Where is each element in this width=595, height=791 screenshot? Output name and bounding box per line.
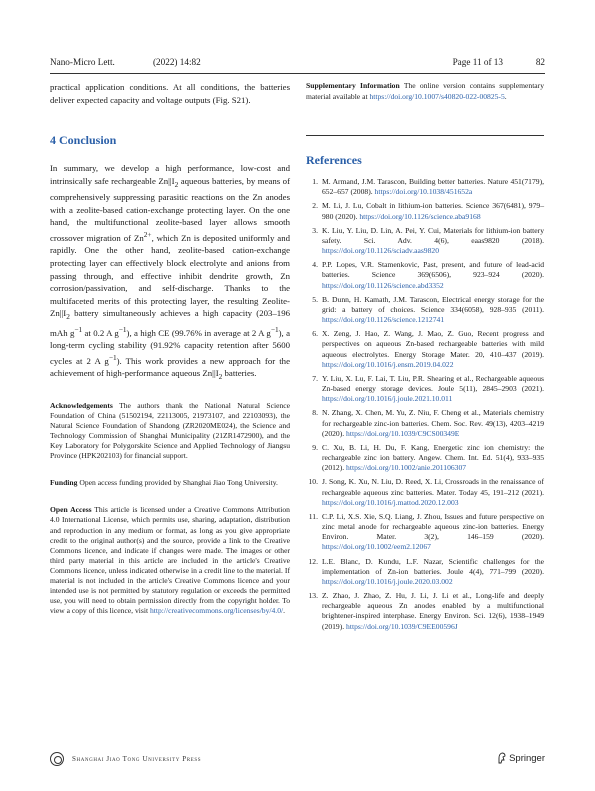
reference-list (306, 177, 544, 636)
sup-end: . (504, 91, 507, 101)
section-title: 4 Conclusion (50, 133, 117, 148)
subscript: 2 (66, 312, 70, 322)
reference-item (306, 477, 544, 508)
oa-end: . (283, 606, 286, 616)
sup-text: The online version contains supplementary material available at (306, 81, 544, 101)
reference-item (306, 374, 544, 405)
article-number: 82 (535, 57, 545, 67)
reference-number: 11. (308, 511, 318, 521)
reference-number: 9. (312, 442, 318, 452)
reference-text: N. Zhang, X. Chen, M. Yu, Z. Niu, F. Cheng et al., Materials chemistry for rechargeable zinc-ion batteries. Chem. Soc. Rev. 49(13), 4203–4219 (2020). (322, 408, 544, 438)
conclusion-text: ), a high CE (99.76% in average at 2 A g (126, 327, 271, 338)
conclusion-text: battery simultaneously achieves a high capacity (203–196 mAh g (50, 308, 290, 338)
journal-name: Nano-Micro Lett. (50, 57, 115, 67)
reference-item (306, 295, 544, 326)
reference-text: K. Liu, Y. Liu, D. Lin, A. Pei, Y. Cui, Materials for lithium-ion battery safety. Sci. Adv. 4(6), eaas9820 (2018). (322, 225, 544, 245)
conclusion-text: , which Zn is deposited uniformly and rapidly. One the other hand, zeolite-based cation-exchange protecting layer can effectively block electrolyte and anions from passing through, and effective inhibit dendrite growth, Zn corrosion/passivation, and self-discharge. Thanks to the multifaceted merits of this protecting layer, the resulting Zeolite-Zn||I (50, 232, 290, 319)
oa-text: This article is licensed under a Creative Commons Attribution 4.0 International License, which permits use, sharing, adaptation, distribution and reproduction in any medium or format, as long as you give appropriate credit to the original author(s) and the source, provide a link to the Creative Commons licence, and indicate if changes were made. The images or other third party material in this article are included in the article's Creative Commons licence, unless indicated otherwise in a credit line to the material. If material is not included in the article's Creative Commons licence and your intended use is not permitted by statutory regulation or exceeds the permitted use, you will need to obtain permission directly from the copyright holder. To view a copy of this licence, visit (50, 505, 290, 616)
reference-doi-link[interactable]: https://doi.org/10.1039/C9CS00349E (346, 428, 460, 438)
reference-text: L.E. Blanc, D. Kundu, L.F. Nazar, Scientific challenges for the implementation of Zn-ion batteries. Joule 4(4), 771–799 (2020). (322, 556, 544, 576)
conclusion-text: ), a long-term cycling stability (91.92% capacity retention after 5600 cycles at 2 A g (50, 327, 291, 366)
open-access (50, 505, 290, 616)
ack-label: Acknowledgements (50, 400, 113, 410)
left-column (50, 81, 290, 625)
reference-item (306, 177, 544, 197)
sup-label: Supplementary Information (306, 81, 400, 90)
right-column (306, 81, 544, 102)
references-title: References (306, 153, 362, 167)
superscript: 2+ (143, 229, 152, 239)
oa-label: Open Access (50, 505, 92, 515)
reference-doi-link[interactable]: https://doi.org/10.1002/eem2.12067 (322, 542, 431, 552)
supplementary-rule (306, 135, 544, 136)
superscript: −1 (270, 324, 279, 334)
reference-doi-link[interactable]: https://doi.org/10.1126/science.aba9168 (359, 211, 481, 221)
supplementary-info (306, 81, 544, 102)
reference-number: 3. (312, 225, 318, 235)
conclusion-text: batteries. (222, 368, 257, 379)
reference-number: 4. (312, 260, 318, 270)
ack-text: The authors thank the National Natural Science Foundation of China (51502194, 22113005, 21973107, and 22103093), the Natural Science Foundation of Shandong (ZR2020ME024), the Science and Technology Commission of Shanghai Municipality (21ZR1472900), and the Key Laboratory for Polygorskite Science and Applied Technology of Jiangsu Province (HPK202103) for financial support. (50, 400, 290, 461)
header-rule (50, 73, 545, 74)
reference-doi-link[interactable]: https://doi.org/10.1002/anie.201106307 (346, 463, 467, 473)
reference-doi-link[interactable]: https://doi.org/10.1038/451652a (374, 187, 473, 197)
acknowledgements (50, 401, 290, 462)
reference-doi-link[interactable]: https://doi.org/10.1016/j.joule.2020.03.002 (322, 576, 453, 586)
reference-number: 10. (308, 477, 318, 487)
reference-number: 1. (312, 177, 318, 186)
reference-text: M. Armand, J.M. Tarascon, Building better batteries. Nature 451(7179), 652–657 (2008). (322, 177, 544, 197)
subscript: 2 (174, 179, 179, 189)
reference-item (306, 226, 544, 257)
reference-number: 12. (308, 556, 318, 566)
conclusion-text: at 0.2 A g (82, 327, 119, 338)
reference-item (306, 329, 544, 370)
citation: (2022) 14:82 (153, 57, 201, 67)
conclusion-text: aqueous batteries, by means of comprehensively suppressing parasitic reactions on the Zn anodes with a zeolite-based cation-exchange protecting layer. On the one hand, the multifunctional zeolite-based layer allows smooth crossover migration of Zn (50, 175, 290, 243)
reference-item (306, 557, 544, 588)
reference-item (306, 201, 544, 221)
reference-number: 5. (312, 294, 318, 304)
reference-text: P.P. Lopes, V.R. Stamenkovic, Past, present, and future of lead-acid batteries. Science 369(6506), 923–924 (2020). (322, 260, 544, 280)
reference-number: 6. (312, 329, 318, 339)
conclusion-paragraph (50, 162, 290, 384)
reference-doi-link[interactable]: https://doi.org/10.1126/science.1212741 (322, 315, 445, 324)
page-footer (50, 752, 545, 768)
reference-text: B. Dunn, H. Kamath, J.M. Tarascon, Electrical energy storage for the grid: a battery of choices. Science 334(6058), 928–935 (2011). (322, 294, 544, 314)
reference-number: 8. (312, 408, 318, 418)
springer-logo: Springer (509, 753, 545, 764)
reference-text: Y. Liu, X. Lu, F. Lai, T. Liu, P.R. Shearing et al., Rechargeable aqueous Zn-based energy storage devices. Joule 5(11), 2845–2903 (2021). (322, 373, 544, 393)
reference-doi-link[interactable]: https://doi.org/10.1016/j.ensm.2019.04.022 (322, 359, 454, 369)
intro-paragraph: practical application conditions. At all conditions, the batteries deliver expected capacity and voltage outputs (Fig. S21). (50, 82, 290, 105)
reference-item (306, 408, 544, 439)
reference-text: C. Xu, B. Li, H. Du, F. Kang, Energetic zinc ion chemistry: the rechargeable zinc ion battery. Angew. Chem. Int. Ed. 51(4), 933–935 (2012). (322, 442, 544, 473)
reference-number: 7. (312, 373, 318, 383)
reference-item (306, 512, 544, 553)
conclusion-text: In summary, we develop a high performance, low-cost and intrinsically safe rechargeable Zn||I (50, 163, 290, 186)
license-link[interactable]: http://creativecommons.org/licenses/by/4.0/ (149, 606, 284, 616)
reference-doi-link[interactable]: https://doi.org/10.1126/sciadv.aas9820 (322, 246, 439, 255)
reference-text: X. Zeng, J. Hao, Z. Wang, J. Mao, Z. Guo, Recent progress and perspectives on aqueous Zn-based rechargeable batteries with mild aqueous electrolytes. Energy Storage Mater. 20, 410–437 (2019). (322, 329, 544, 359)
reference-item (306, 260, 544, 291)
funding (50, 478, 290, 488)
reference-doi-link[interactable]: https://doi.org/10.1039/C9EE00596J (346, 621, 458, 631)
running-header (50, 57, 545, 71)
reference-text: Z. Zhao, J. Zhao, Z. Hu, J. Li, J. Li et al., Long-life and deeply rechargeable aqueous Zn anodes enabled by a multifunctional brightener-inspired interphase. Energy Environ. Sci. 12(6), 1938–1949 (2019). (322, 591, 544, 631)
reference-doi-link[interactable]: https://doi.org/10.1126/science.abd3352 (322, 280, 444, 290)
reference-doi-link[interactable]: https://doi.org/10.1016/j.joule.2021.10.011 (322, 394, 453, 404)
superscript: −1 (108, 352, 117, 362)
reference-doi-link[interactable]: https://doi.org/10.1016/j.mattod.2020.12.003 (322, 497, 459, 507)
reference-item (306, 591, 544, 632)
page-number: Page 11 of 13 (452, 57, 503, 67)
reference-text: C.P. Li, X.S. Xie, S.Q. Liang, J. Zhou, Issues and future perspective on zinc metal anode for rechargeable aqueous zinc-ion batteries. Energy Environ. Mater. 3(2), 146–159 (2020). (322, 511, 544, 542)
reference-text: J. Song, K. Xu, N. Liu, D. Reed, X. Li, Crossroads in the renaissance of rechargeable aqueous zinc batteries. Mater. Today 45, 191–212 (2021). (322, 477, 544, 497)
reference-number: 13. (308, 591, 318, 600)
university-seal-icon (50, 752, 64, 766)
conclusion-text: ). This work provides a new approach for the achievement of high-performance aqueous Zn||I (50, 355, 290, 379)
supplementary-link[interactable]: https://doi.org/10.1007/s40820-022-00825-5 (369, 91, 505, 101)
superscript: −1 (74, 324, 83, 334)
publisher-name: Shanghai Jiao Tong University Press (72, 755, 202, 763)
reference-item (306, 443, 544, 474)
reference-text: M. Li, J. Lu, Cobalt in lithium-ion batteries. Science 367(6481), 979–980 (2020). (322, 201, 544, 221)
reference-number: 2. (312, 201, 318, 211)
funding-label: Funding (50, 478, 78, 488)
funding-text: Open access funding provided by Shanghai Jiao Tong University. (77, 478, 278, 488)
superscript: −1 (118, 324, 127, 334)
springer-horse-icon (497, 752, 507, 764)
subscript: 2 (218, 372, 223, 382)
